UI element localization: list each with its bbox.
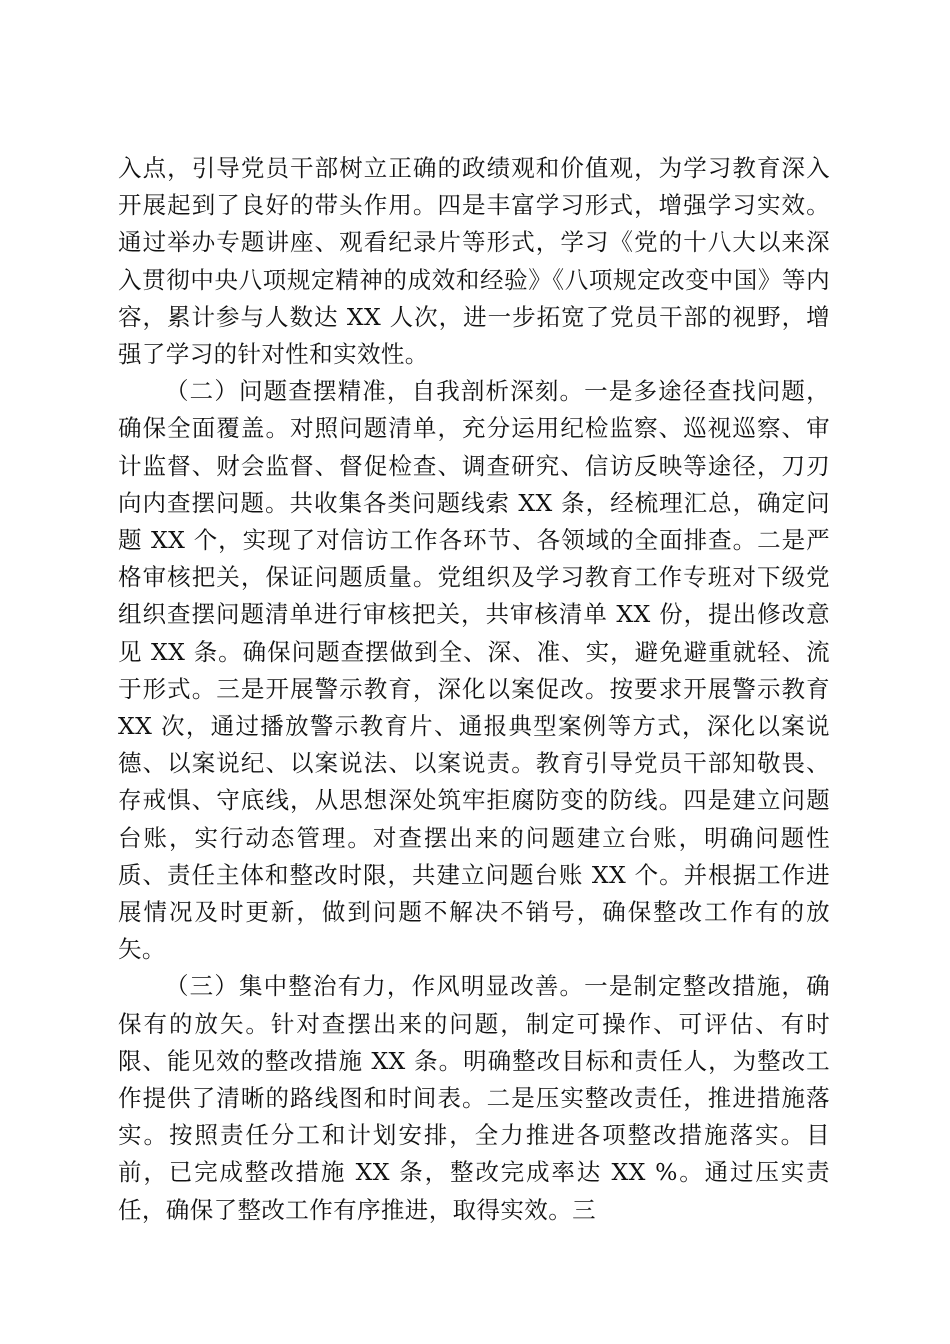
paragraph-text: 一是多途径查找问题，确保全面覆盖。对照问题清单，充分运用纪检监察、巡视巡察、审计监督、财会监督、督促检查、调查研究、信访反映等途径，刀刃向内查摆问题。共收集各类问题线索 XX 条，经梳理汇总，确定问题 XX 个，实现了对信访工作各环节、各领域的全面排查。二是严格审核把关，保证问题质量。党组织及学习教育工作专班对下级党组织查摆问题清单进行审核把关，共审核清单 XX 份，提出修改意见 XX 条。确保问题查摆做到全、深、准、实，避免避重就轻、流于形式。三是开展警示教育，深化以案促改。按要求开展警示教育 XX 次，通过播放警示教育片、通报典型案例等方式，深化以案说德、以案说纪、以案说法、以案说责。教育引导党员干部知敬畏、存戒惧、守底线，从思想深处筑牢拒腐防变的防线。四是建立问题台账，实行动态管理。对查摆出来的问题建立台账，明确问题性质、责任主体和整改时限，共建立问题台账 XX 个。并根据工作进展情况及时更新，做到问题不解决不销号，确保整改工作有的放矢。 [118, 377, 830, 964]
paragraph-rectification [118, 968, 830, 1228]
paragraph-text: 入点，引导党员干部树立正确的政绩观和价值观，为学习教育深入开展起到了良好的带头作用。四是丰富学习形式，增强学习实效。通过举办专题讲座、观看纪录片等形式，学习《党的十八大以来深入贯彻中央八项规定精神的成效和经验》《八项规定改变中国》等内容，累计参与人数达 XX 人次，进一步拓宽了党员干部的视野，增强了学习的针对性和实效性。 [118, 154, 830, 369]
paragraph-text: 一是制定整改措施，确保有的放矢。针对查摆出来的问题，制定可操作、可评估、有时限、能见效的整改措施 XX 条。明确整改目标和责任人，为整改工作提供了清晰的路线图和时间表。二是压实整改责任，推进措施落实。按照责任分工和计划安排，全力推进各项整改措施落实。目前，已完成整改措施 XX 条，整改完成率达 XX %。通过压实责任，确保了整改工作有序推进，取得实效。三 [118, 972, 830, 1224]
document-page [118, 150, 830, 1229]
paragraph-problem-finding [118, 373, 830, 968]
section-heading-two: （二）问题查摆精准，自我剖析深刻。 [165, 377, 585, 406]
section-heading-three: （三）集中整治有力，作风明显改善。 [165, 972, 585, 1001]
paragraph-learning-forms [118, 150, 830, 373]
